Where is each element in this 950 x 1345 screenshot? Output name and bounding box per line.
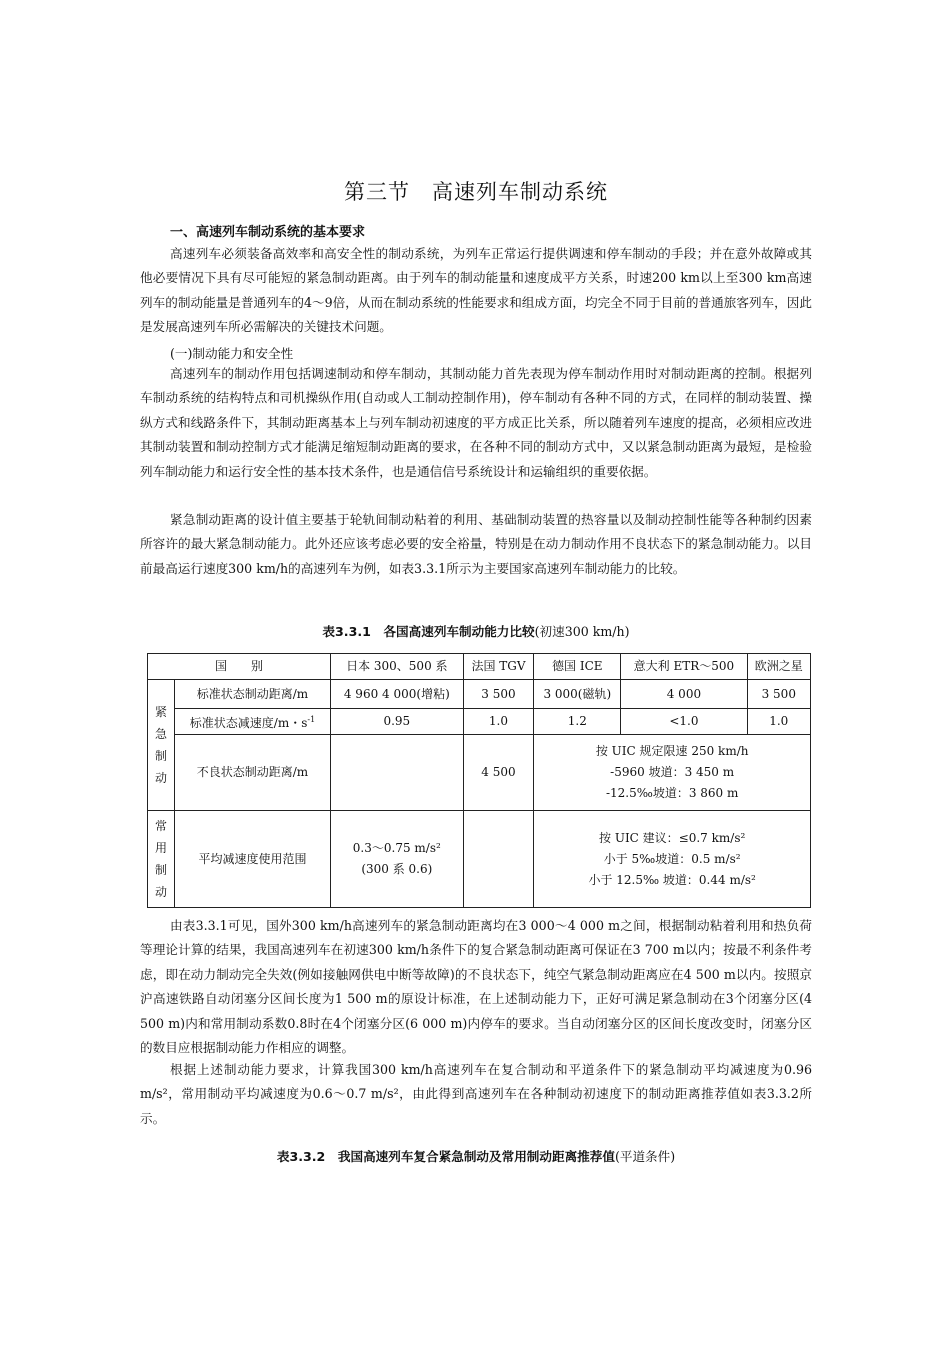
paragraph-5: 根据上述制动能力要求，计算我国300 km/h高速列车在复合制动和平道条件下的紧急制动平均减速度为0.96 m/s²，常用制动平均减速度为0.6～0.7 m/s²，由此得到高速列车在各种制动初速度下的制动距离推荐值如表3.3.2所示。 [140,1062,812,1126]
table2-caption-title: 表3.3.2 我国高速列车复合紧急制动及常用制动距离推荐值 [276,1149,615,1164]
group-common-text [150,815,172,903]
row2-eurostar: 1.0 [747,709,810,735]
row1-label: 标准状态制动距离/m [175,680,331,709]
table-header-row [148,654,811,680]
table-row [148,735,811,811]
row4-tgv [463,811,534,908]
group-emergency-label [148,680,175,811]
row1-ice: 3 000(磁轨) [534,680,621,709]
row4-japan-line: (300 系 0.6) [361,862,433,876]
header-tgv: 法国 TGV [463,654,534,680]
row3-japan [330,735,463,811]
row3-tgv: 4 500 [463,735,534,811]
table1-caption [140,621,812,640]
row1-japan: 4 960 4 000(增粘) [330,680,463,709]
header-eurostar: 欧洲之星 [747,654,810,680]
header-etr: 意大利 ETR～500 [621,654,747,680]
row4-uic-line: 按 UIC 建议：≤0.7 km/s² [599,830,746,845]
header-country: 国 别 [148,654,331,680]
header-japan: 日本 300、500 系 [330,654,463,680]
subheading-1: (一)制动能力和安全性 [170,346,294,361]
row4-label: 平均减速度使用范围 [175,811,331,908]
vertical-label-char: 制 [154,749,167,763]
vertical-label-char: 动 [154,885,167,899]
paragraph-4: 由表3.3.1可见，国外300 km/h高速列车的紧急制动距离均在3 000～4 000 m之间，根据制动粘着利用和热负荷等理论计算的结果，我国高速列车在初速300 km/h条件下的复合紧急制动距离可保证在3 700 m以内；按最不利条件考虑，即在动力制动完全失效(例如接触网供电中断等故障)的不良状态下，纯空气紧急制动距离应在4 500 m以内。按照京沪高速铁路自动闭塞分区间长度为1 500 m的原设计标准，在上述制动能力下，正好可满足紧急制动在3个闭塞分区(4 500 m)内和常用制动系数0.8时在4个闭塞分区(6 000 m)内停车的要求。当自动闭塞分区的区间长度改变时，闭塞分区的数目应根据制动能力作相应的调整。 [140,918,812,1056]
table-row [148,709,811,735]
row2-label-sup: -1 [307,715,316,725]
row2-japan: 0.95 [330,709,463,735]
row3-uic-line: -5960 坡道：3 450 m [610,765,735,780]
row2-etr: <1.0 [621,709,747,735]
row4-uic-line: 小于 12.5‰ 坡道：0.44 m/s² [588,872,756,887]
row2-label-text: 标准状态减速度/m・s [189,716,308,731]
table-row [148,811,811,908]
group-common-label [148,811,175,908]
row1-eurostar: 3 500 [747,680,810,709]
row2-label [175,709,331,735]
row3-uic-line: 按 UIC 规定限速 250 km/h [595,744,749,759]
vertical-label-char: 动 [154,771,167,785]
comparison-table [147,653,811,908]
vertical-label-char: 急 [154,727,167,741]
header-ice: 德国 ICE [534,654,621,680]
row4-japan-line: 0.3～0.75 m/s² [352,841,441,855]
table2-caption [140,1146,812,1165]
table1-caption-note: (初速300 km/h) [534,624,630,639]
row1-etr: 4 000 [621,680,747,709]
row3-uic-line: -12.5‰坡道：3 860 m [605,786,739,801]
vertical-label-char: 用 [154,841,167,855]
row3-uic [534,735,811,811]
row1-tgv: 3 500 [463,680,534,709]
vertical-label-char: 常 [154,819,167,833]
row4-uic-line: 小于 5‰坡道：0.5 m/s² [603,851,741,866]
vertical-label-char: 紧 [154,705,167,719]
vertical-label-char: 制 [154,863,167,877]
row4-uic [534,811,811,908]
paragraph-3: 紧急制动距离的设计值主要基于轮轨间制动粘着的利用、基础制动装置的热容量以及制动控制性能等各种制约因素所容许的最大紧急制动能力。此外还应该考虑必要的安全裕量，特别是在动力制动作用不良状态下的紧急制动能力。以目前最高运行速度300 km/h的高速列车为例，如表3.3.1所示为主要国家高速列车制动能力的比较。 [140,512,812,576]
row3-label: 不良状态制动距离/m [175,735,331,811]
section-heading: 一、高速列车制动系统的基本要求 [170,225,366,240]
row4-japan [330,811,463,908]
paragraph-2: 高速列车的制动作用包括调速制动和停车制动，其制动能力首先表现为停车制动作用时对制动距离的控制。根据列车制动系统的结构特点和司机操纵作用(自动或人工制动控制作用)，停车制动有各种不同的方式，在同样的制动装置、操纵方式和线路条件下，其制动距离基本上与列车制动初速度的平方成正比关系，所以随着列车速度的提高，必须相应改进其制动装置和制动控制方式才能满足缩短制动距离的要求，在各种不同的制动方式中，又以紧急制动距离为最短，是检验列车制动能力和运行安全性的基本技术条件，也是通信信号系统设计和运输组织的重要依据。 [140,366,812,479]
table-row [148,680,811,709]
group-emergency-text [150,701,172,789]
paragraph-1: 高速列车必须装备高效率和高安全性的制动系统，为列车正常运行提供调速和停车制动的手段；并在意外故障或其他必要情况下具有尽可能短的紧急制动距离。由于列车的制动能量和速度成平方关系，时速200 km以上至300 km高速列车的制动能量是普通列车的4～9倍，从而在制动系统的性能要求和组成方面，均完全不同于目前的普通旅客列车，因此是发展高速列车所必需解决的关键技术问题。 [140,246,812,335]
row2-ice: 1.2 [534,709,621,735]
page-title: 第三节 高速列车制动系统 [344,180,608,204]
table1-caption-title: 表3.3.1 各国高速列车制动能力比较 [322,624,535,639]
table2-caption-note: (平道条件) [614,1149,676,1164]
row2-tgv: 1.0 [463,709,534,735]
